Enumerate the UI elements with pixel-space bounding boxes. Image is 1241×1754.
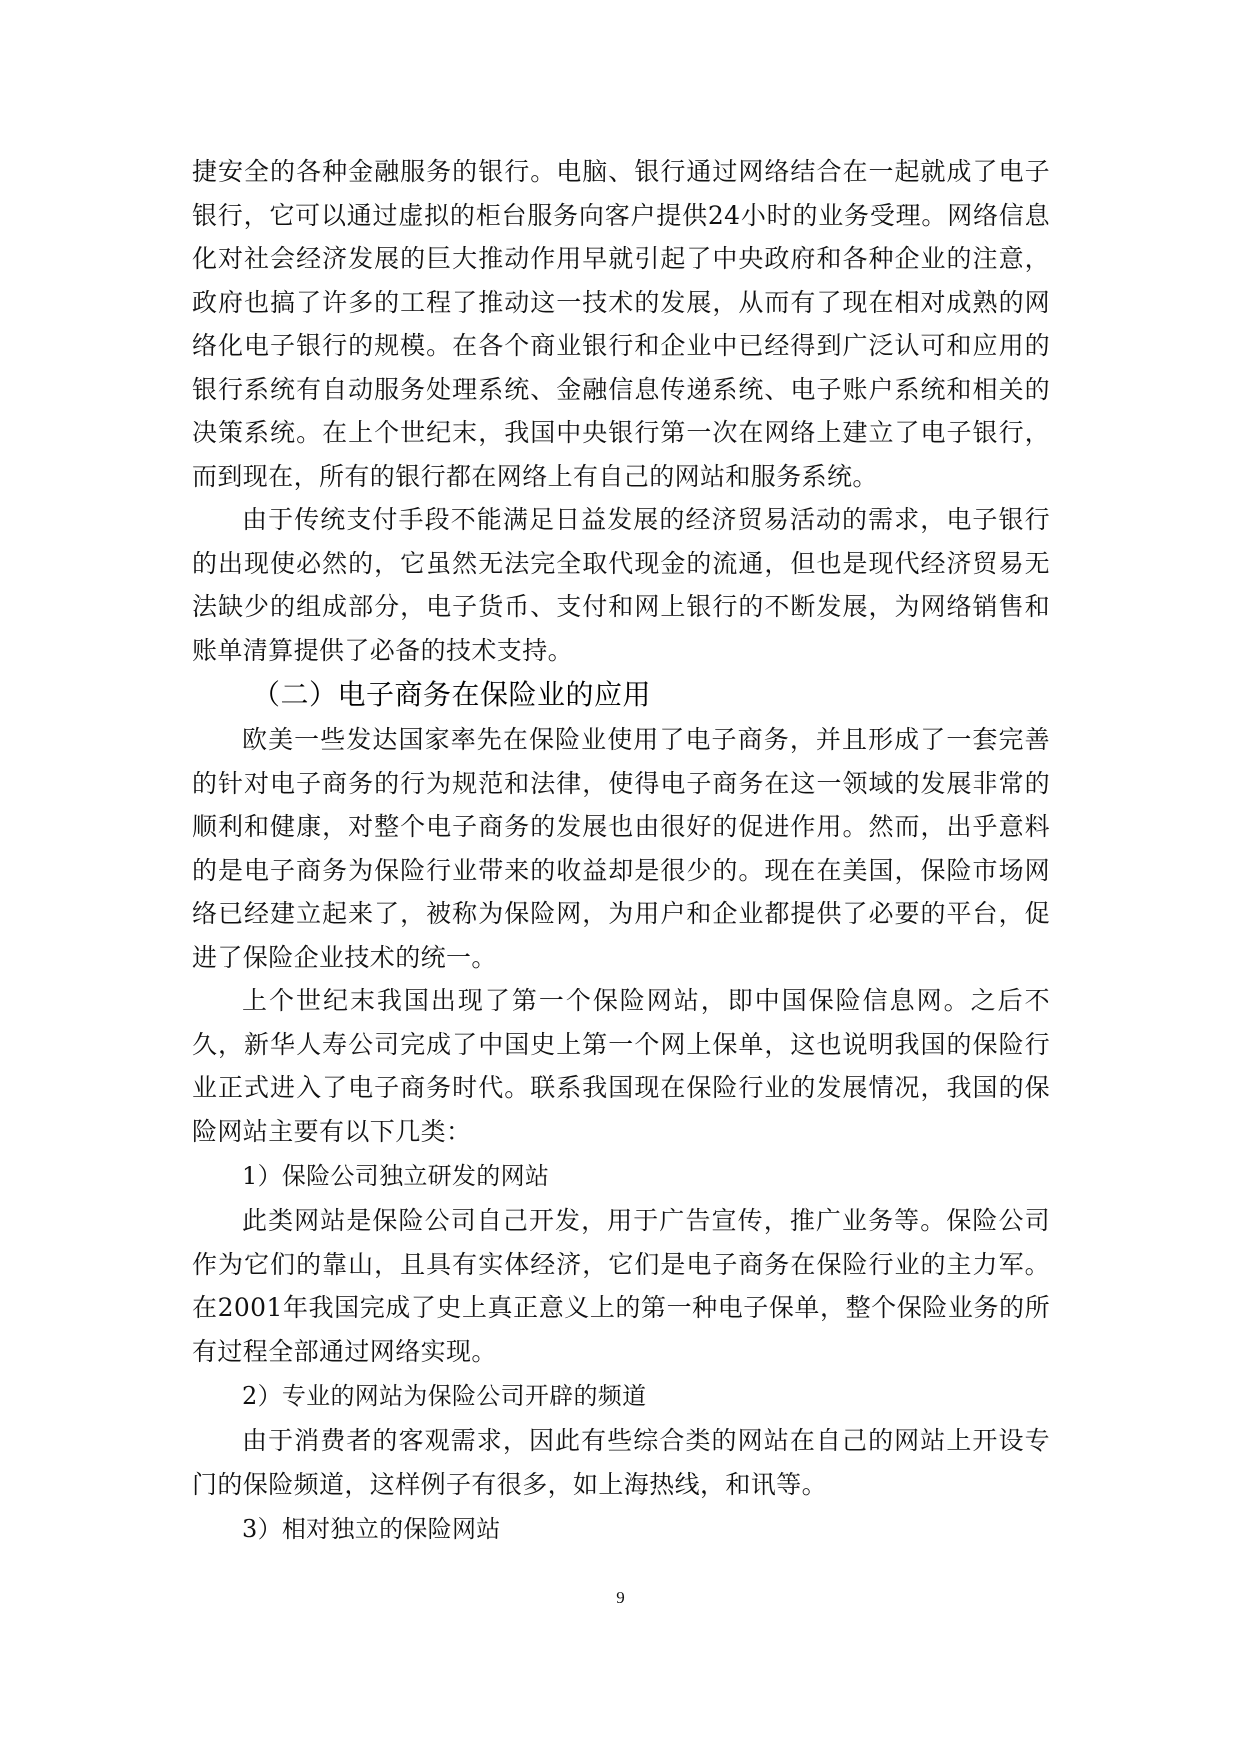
page-number: 9 (616, 1588, 625, 1607)
list-item-2: 2）专业的网站为保险公司开辟的频道 (242, 1382, 647, 1410)
paragraph-payment-methods: 由于传统支付手段不能满足日益发展的经济贸易活动的需求，电子银行的出现使必然的，它虽然无法完全取代现金的流通，但也是现代经济贸易无法缺少的组成部分，电子货币、支付和网上银行的不断发展，为网络销售和账单清算提供了必备的技术支持。 (192, 505, 1050, 665)
paragraph-china-insurance-sites: 上个世纪末我国出现了第一个保险网站，即中国保险信息网。之后不久，新华人寿公司完成了中国史上第一个网上保单，这也说明我国的保险行业正式进入了电子商务时代。联系我国现在保险行业的发展情况，我国的保险网站主要有以下几类： (192, 986, 1050, 1146)
page-content (192, 150, 1050, 1552)
section-heading-insurance: （二）电子商务在保险业的应用 (252, 678, 652, 711)
list-item-3: 3）相对独立的保险网站 (242, 1515, 501, 1543)
paragraph-company-sites: 此类网站是保险公司自己开发，用于广告宣传，推广业务等。保险公司作为它们的靠山，且具有实体经济，它们是电子商务在保险行业的主力军。在2001年我国完成了史上真正意义上的第一种电子保单，整个保险业务的所有过程全部通过网络实现。 (192, 1206, 1050, 1366)
list-item-1: 1）保险公司独立研发的网站 (242, 1162, 550, 1190)
paragraph-portal-channels: 由于消费者的客观需求，因此有些综合类的网站在自己的网站上开设专门的保险频道，这样例子有很多，如上海热线，和讯等。 (192, 1426, 1050, 1499)
paragraph-electronic-banking: 捷安全的各种金融服务的银行。电脑、银行通过网络结合在一起就成了电子银行，它可以通过虚拟的柜台服务向客户提供24小时的业务受理。网络信息化对社会经济发展的巨大推动作用早就引起了中央政府和各种企业的注意，政府也搞了许多的工程了推动这一技术的发展，从而有了现在相对成熟的网络化电子银行的规模。在各个商业银行和企业中已经得到广泛认可和应用的银行系统有自动服务处理系统、金融信息传递系统、电子账户系统和相关的决策系统。在上个世纪末，我国中央银行第一次在网络上建立了电子银行，而到现在，所有的银行都在网络上有自己的网站和服务系统。 (192, 157, 1050, 491)
paragraph-western-insurance: 欧美一些发达国家率先在保险业使用了电子商务，并且形成了一套完善的针对电子商务的行为规范和法律，使得电子商务在这一领域的发展非常的顺利和健康，对整个电子商务的发展也由很好的促进作用。然而，出乎意料的是电子商务为保险行业带来的收益却是很少的。现在在美国，保险市场网络已经建立起来了，被称为保险网，为用户和企业都提供了必要的平台，促进了保险企业技术的统一。 (192, 725, 1050, 972)
